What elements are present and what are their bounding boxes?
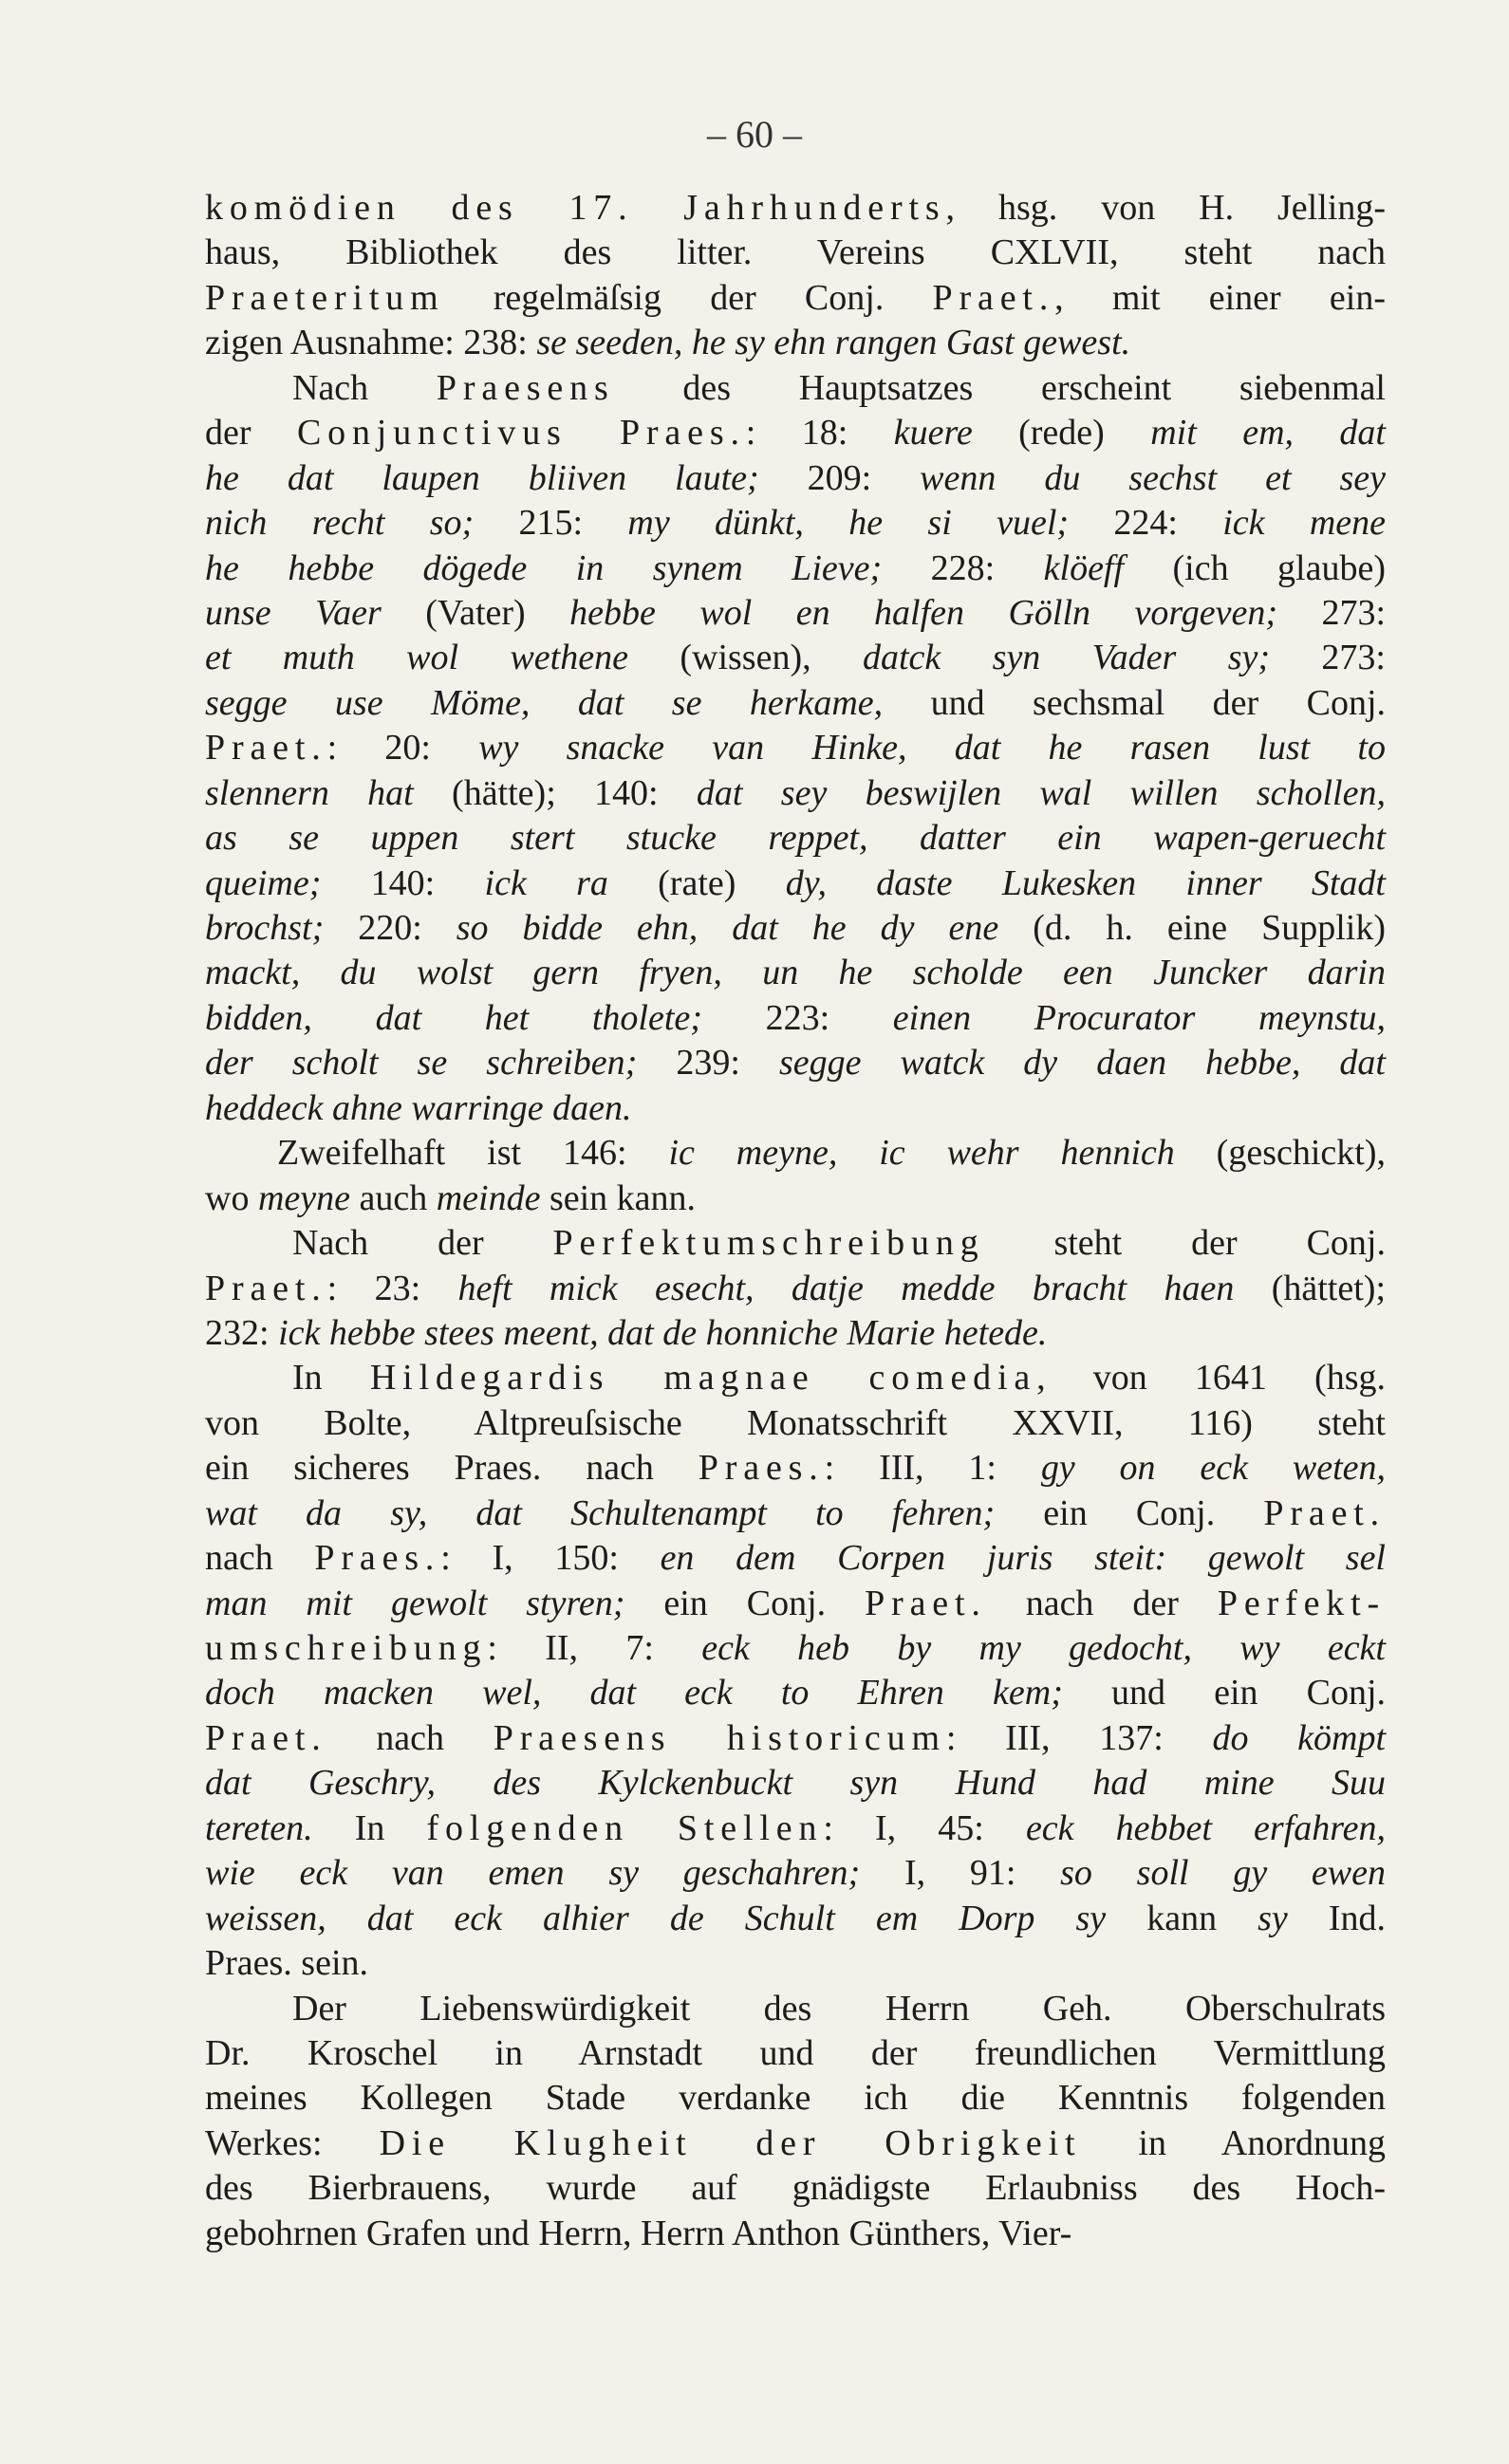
text-line <box>205 1671 1386 1715</box>
text-run: 232: <box>205 1312 279 1353</box>
italic-text: einen Procurator meynstu, <box>892 997 1387 1038</box>
italic-text: he hebbe dögede in synem Lieve; <box>205 547 883 588</box>
text-run: 239: <box>637 1043 779 1084</box>
body-text <box>205 186 1386 2256</box>
text-run: : II, 7: <box>487 1628 702 1668</box>
text-run: des Bierbrauens, wurde auf gnädigste Erlaubniss des Hoch- <box>205 2168 1386 2209</box>
italic-text: mackt, du wolst gern fryen, un he scholde een Juncker darin <box>205 953 1386 993</box>
italic-text: ick ra <box>484 862 608 903</box>
spaced-text: Conjunctivus Praes. <box>296 413 746 454</box>
text-run: nach <box>326 1717 494 1758</box>
italic-text: wy snacke van Hinke, dat he rasen lust to <box>478 728 1386 769</box>
text-line <box>205 1491 1386 1536</box>
text-run: 228: <box>882 547 1044 588</box>
italic-text: gy on eck weten, <box>1040 1448 1386 1489</box>
italic-text: hebbe wol en halfen Gölln vorgeven; <box>569 592 1277 633</box>
text-line <box>205 1582 1386 1626</box>
text-run: kann <box>1106 1898 1258 1938</box>
text-run: auch <box>350 1177 437 1218</box>
italic-text: unse Vaer <box>205 592 382 633</box>
text-line <box>205 591 1386 636</box>
text-run: nach der <box>986 1583 1218 1623</box>
text-run: 215: <box>474 503 628 544</box>
spaced-text: Praet. <box>865 1583 987 1623</box>
text-run: und ein Conj. <box>1062 1673 1386 1714</box>
text-line <box>205 456 1386 501</box>
spaced-text: Praes. <box>698 1448 825 1489</box>
text-line <box>205 2031 1386 2076</box>
text-run: 224: <box>1069 503 1223 544</box>
italic-text: mit em, dat <box>1150 413 1386 454</box>
text-line <box>205 906 1386 951</box>
spaced-text: Praesens <box>436 367 615 408</box>
text-run: : III, 1: <box>824 1448 1041 1489</box>
text-line <box>205 1761 1386 1806</box>
text-run: Nach <box>292 367 437 408</box>
text-run: I, 91: <box>860 1853 1061 1894</box>
text-line <box>205 1267 1386 1311</box>
italic-text: slennern hat <box>205 772 414 813</box>
italic-text: ic meyne, ic wehr hennich <box>668 1133 1175 1174</box>
text-run: 209: <box>758 457 921 498</box>
spaced-text: folgenden Stellen <box>426 1807 824 1848</box>
italic-text: et muth wol wethene <box>205 638 628 678</box>
text-run: (rate) <box>607 862 786 903</box>
italic-text: wat da sy, dat Schultenampt to fehren; <box>205 1492 996 1533</box>
text-line <box>205 276 1386 321</box>
text-run: 273: <box>1276 592 1386 633</box>
italic-text: wie eck van emen sy geschahren; <box>205 1853 861 1894</box>
spaced-text: Praet. <box>205 1717 327 1758</box>
italic-text: dat Geschry, des Kylckenbuckt syn Hund had mine Suu <box>205 1763 1386 1804</box>
text-run: ein Conj. <box>995 1492 1264 1533</box>
text-run: von Bolte, Altpreuſsische Monatsschrift XXVII, 116) steht <box>205 1402 1386 1443</box>
text-line <box>205 1176 1386 1221</box>
text-run: regelmäſsig der Conj. <box>444 277 933 318</box>
italic-text: der scholt se schreiben; <box>205 1043 638 1084</box>
text-run: , mit einer ein- <box>1054 277 1386 318</box>
spaced-text: Perfektumschreibung <box>552 1223 985 1264</box>
italic-text: klöeff <box>1043 547 1125 588</box>
italic-text: se seeden, he sy ehn rangen Gast gewest. <box>536 323 1131 363</box>
text-run: 223: <box>701 997 893 1038</box>
italic-text: segge use Möme, dat se herkame, <box>205 682 884 723</box>
text-run: , von 1641 (hsg. <box>1036 1358 1386 1399</box>
text-run: in Anordnung <box>1081 2122 1386 2163</box>
text-run: : III, 137: <box>945 1717 1213 1758</box>
text-line <box>205 1806 1386 1851</box>
spaced-text: Praet. <box>932 277 1055 318</box>
text-run: Praes. sein. <box>205 1943 369 1984</box>
italic-text: wenn du sechst et sey <box>920 457 1387 498</box>
text-run: (wissen), <box>627 638 863 678</box>
text-run: der <box>205 413 297 454</box>
spaced-text: Praet. <box>205 728 327 769</box>
spaced-text: Die Klugheit der Obrigkeit <box>379 2122 1082 2163</box>
spaced-text: Hildegardis magnae comedia <box>369 1358 1037 1399</box>
text-line <box>205 1987 1386 2031</box>
italic-text: as se uppen stert stucke reppet, datter ein wapen-geruecht <box>205 818 1386 859</box>
italic-text: eck heb by my gedocht, wy eckt <box>701 1628 1386 1668</box>
text-line <box>205 231 1386 275</box>
text-line <box>205 816 1386 861</box>
text-run: (d. h. eine Supplik) <box>998 908 1386 948</box>
text-run: : I, 45: <box>823 1807 1026 1848</box>
text-line <box>205 1311 1386 1356</box>
italic-text: en dem Corpen juris steit: gewolt sel <box>660 1538 1386 1579</box>
spaced-text: Praes. <box>314 1538 441 1579</box>
text-line <box>205 681 1386 726</box>
text-run: , hsg. von H. Jelling- <box>945 188 1387 228</box>
text-line <box>205 411 1386 455</box>
italic-text: heft mick esecht, datje medde bracht haen <box>457 1268 1235 1308</box>
italic-text: dat sey beswijlen wal willen schollen, <box>696 772 1386 813</box>
text-run: (geschickt), <box>1174 1133 1386 1174</box>
text-line <box>205 1086 1386 1131</box>
spaced-text: Praet. <box>205 1268 327 1308</box>
text-line <box>205 1401 1386 1446</box>
italic-text: datck syn Vader sy; <box>862 638 1271 678</box>
text-run: (ich glaube) <box>1124 547 1387 588</box>
text-line <box>205 1716 1386 1761</box>
italic-text: do kömpt <box>1212 1717 1387 1758</box>
text-run: 273: <box>1270 638 1386 678</box>
page-number: – 60 – <box>707 113 802 156</box>
text-run: sein kann. <box>540 1177 697 1218</box>
text-line <box>205 1356 1386 1400</box>
text-line <box>205 186 1386 231</box>
text-run: haus, Bibliothek des litter. Vereins CXLVII, steht nach <box>205 232 1386 273</box>
text-run: (Vater) <box>381 592 570 633</box>
text-run: Nach der <box>292 1223 553 1264</box>
text-line <box>205 996 1386 1041</box>
text-run: : 18: <box>745 413 894 454</box>
italic-text: ick hebbe stees meent, dat de honniche Marie hetede. <box>278 1312 1048 1353</box>
text-line <box>205 1536 1386 1581</box>
italic-text: he dat laupen bliiven laute; <box>205 457 759 498</box>
text-run: 140: <box>321 862 485 903</box>
text-run: zigen Ausnahme: 238: <box>205 323 537 363</box>
text-run: In <box>312 1807 427 1848</box>
text-line <box>205 1041 1386 1085</box>
italic-text: meyne <box>257 1177 350 1218</box>
italic-text: kuere <box>893 413 973 454</box>
text-run: und sechsmal der Conj. <box>883 682 1386 723</box>
text-line <box>205 861 1386 906</box>
text-line <box>205 2076 1386 2121</box>
text-run: Der Liebenswürdigkeit des Herrn Geh. Oberschulrats <box>292 1988 1386 2029</box>
text-run: ein sicheres Praes. nach <box>205 1448 699 1489</box>
text-line <box>205 1941 1386 1986</box>
text-line <box>205 1851 1386 1896</box>
text-line <box>205 501 1386 546</box>
text-run: nach <box>205 1538 315 1579</box>
italic-text: queime; <box>205 862 322 903</box>
text-line <box>205 1131 1386 1176</box>
italic-text: doch macken wel, dat eck to Ehren kem; <box>205 1673 1063 1714</box>
italic-text: sy <box>1258 1898 1288 1938</box>
text-line <box>205 771 1386 816</box>
text-line <box>205 951 1386 995</box>
text-line <box>205 2121 1386 2166</box>
text-run: 220: <box>324 908 456 948</box>
italic-text: ick mene <box>1222 503 1387 544</box>
text-line <box>205 366 1386 411</box>
text-run: : 20: <box>326 728 479 769</box>
text-run: des Hauptsatzes erscheint siebenmal <box>614 367 1386 408</box>
spaced-text: umschreibung <box>205 1628 488 1668</box>
text-line <box>205 636 1386 680</box>
italic-text: nich recht so; <box>205 503 475 544</box>
text-run: (hättet); <box>1234 1268 1386 1308</box>
spaced-text: Praet. <box>1263 1492 1387 1533</box>
text-run: : I, 150: <box>440 1538 661 1579</box>
text-run: ein Conj. <box>624 1583 866 1623</box>
text-run: wo <box>205 1177 258 1218</box>
italic-text: segge watck dy daen hebbe, dat <box>778 1043 1386 1084</box>
text-line <box>205 547 1386 591</box>
text-run: (hätte); 140: <box>413 772 697 813</box>
italic-text: heddeck ahne warringe daen. <box>205 1087 632 1128</box>
text-line <box>205 1897 1386 1941</box>
text-line <box>205 1626 1386 1671</box>
italic-text: meinde <box>436 1177 541 1218</box>
text-run: : 23: <box>326 1268 458 1308</box>
italic-text: tereten. <box>205 1807 313 1848</box>
italic-text: my dünkt, he si vuel; <box>627 503 1070 544</box>
text-run: Ind. <box>1287 1898 1386 1938</box>
italic-text: so bidde ehn, dat he dy ene <box>456 908 999 948</box>
italic-text: bidden, dat het tholete; <box>205 997 702 1038</box>
text-run: steht der Conj. <box>984 1223 1386 1264</box>
text-run: gebohrnen Grafen und Herrn, Herrn Anthon Günthers, Vier- <box>205 2213 1072 2253</box>
spaced-text: Perfekt- <box>1217 1583 1387 1623</box>
spaced-text: komödien des 17. Jahrhunderts <box>205 188 946 228</box>
text-run: Werkes: <box>205 2122 380 2163</box>
text-run: In <box>292 1358 370 1399</box>
italic-text: eck hebbet erfahren, <box>1025 1807 1386 1848</box>
italic-text: brochst; <box>205 908 325 948</box>
spaced-text: Praesens historicum <box>493 1717 946 1758</box>
text-line <box>205 321 1386 365</box>
text-run: meines Kollegen Stade verdanke ich die Kenntnis folgenden <box>205 2078 1386 2119</box>
italic-text: man mit gewolt styren; <box>205 1583 625 1623</box>
text-line <box>205 2212 1386 2256</box>
spaced-text: Praeteritum <box>205 277 445 318</box>
text-run: Zweifelhaft ist 146: <box>277 1133 669 1174</box>
text-line <box>205 1221 1386 1266</box>
text-run: (rede) <box>972 413 1151 454</box>
text-line <box>205 1446 1386 1491</box>
text-run: Dr. Kroschel in Arnstadt und der freundlichen Vermittlung <box>205 2032 1386 2073</box>
text-line <box>205 726 1386 770</box>
italic-text: weissen, dat eck alhier de Schult em Dorp sy <box>205 1898 1107 1938</box>
italic-text: so soll gy ewen <box>1060 1853 1387 1894</box>
italic-text: dy, daste Lukesken inner Stadt <box>785 862 1386 903</box>
text-line <box>205 2166 1386 2211</box>
